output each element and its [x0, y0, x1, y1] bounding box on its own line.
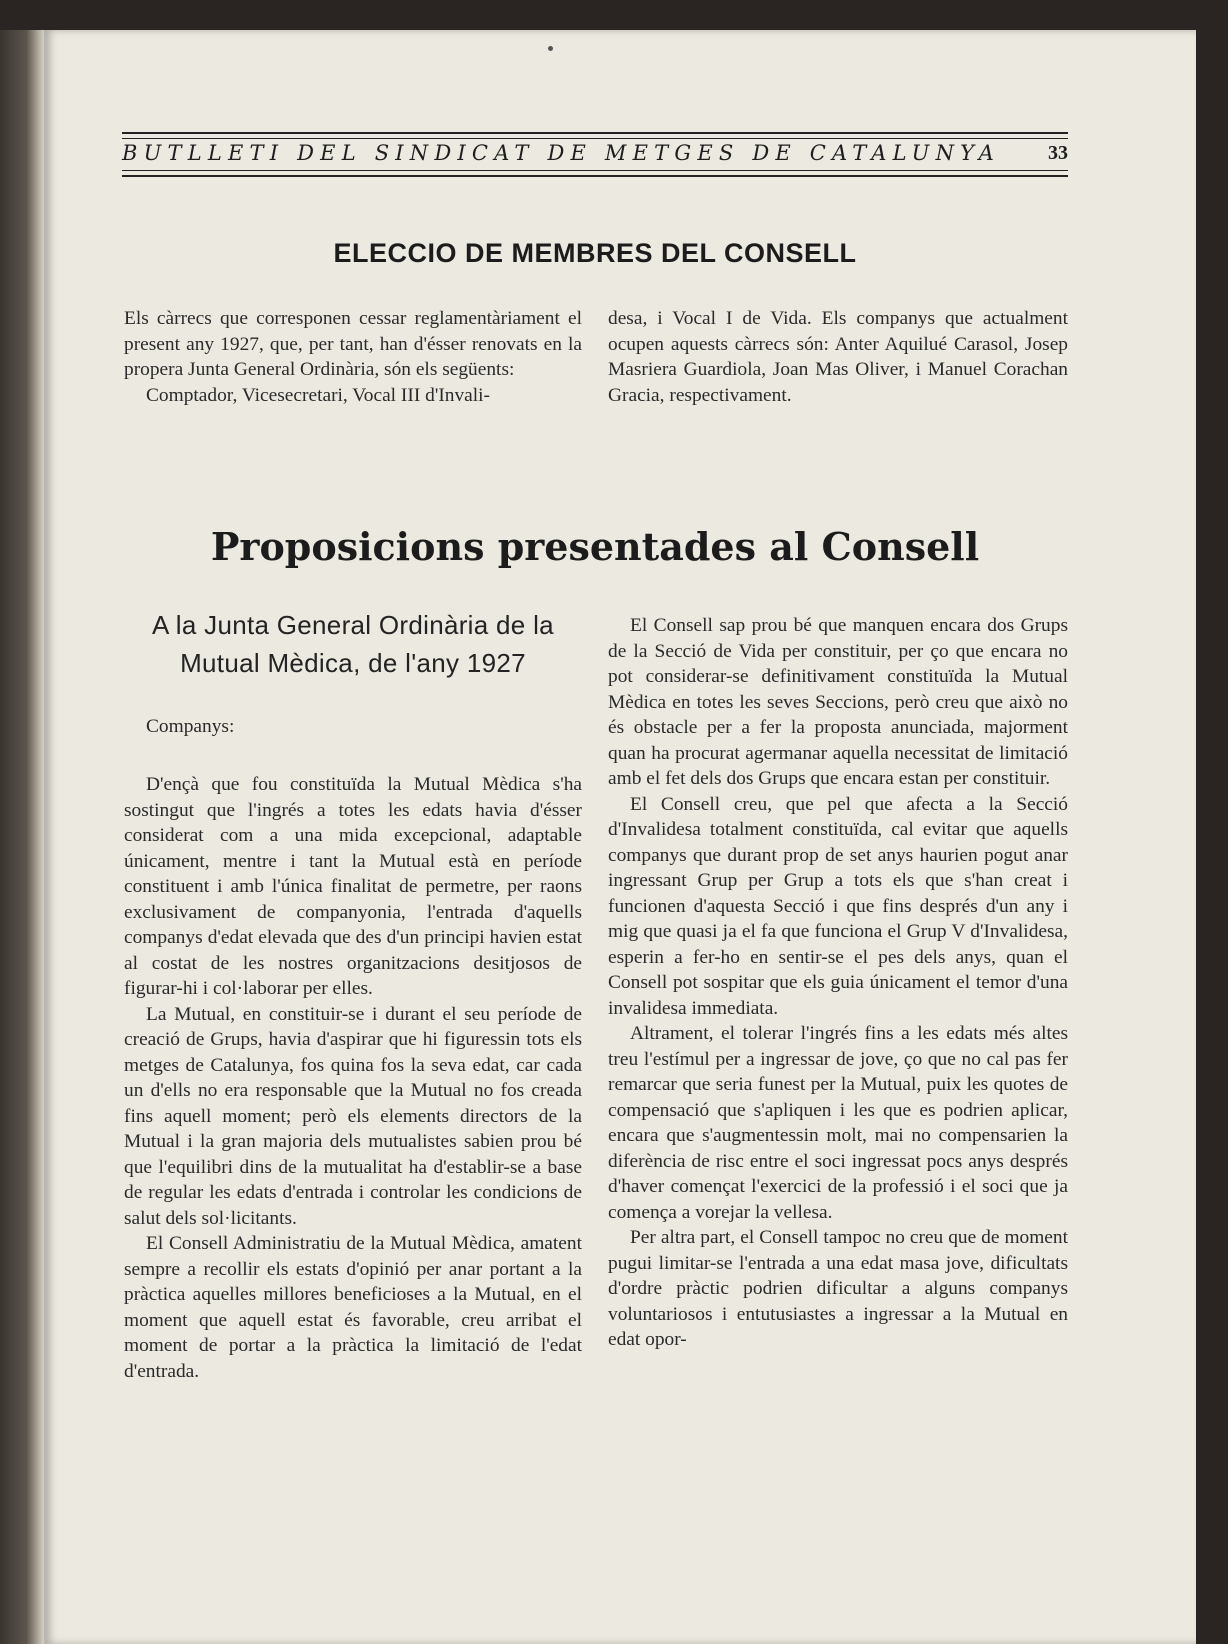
- header-rule: [122, 138, 1068, 139]
- header-rule: [122, 132, 1068, 134]
- paragraph: El Consell Administratiu de la Mutual Mèdica, amatent sempre a recollir els estats d'opinió per anar portant a la pràctica aquelles millores beneficioses a la Mutual, en el moment que aquell estat és favorable, creu arribat el moment de portar a la pràctica la limitació de l'edat d'entrada.: [124, 1233, 582, 1382]
- proposals-column-2: [608, 613, 1068, 1353]
- greeting: Companys:: [146, 716, 235, 737]
- subheading-line: A la Junta General Ordinària de la: [152, 610, 554, 640]
- paragraph: La Mutual, en constituir-se i durant el seu període de creació de Grups, havia d'aspirar que hi figuressin tots els metges de Catalunya, fos quina fos la seva edat, car cada un d'ells no era responsable que la Mutual no fos creada fins aquell moment; però els elements directors de la Mutual i la gran majoria dels mutualistes sabien prou bé que l'equilibri dins de la mutualitat ha d'establir-se a base de regular les edats d'entrada i controlar les condicions de salut dels sol·licitants.: [124, 1003, 582, 1229]
- paragraph: Altrament, el tolerar l'ingrés fins a les edats més altes treu l'estímul per a ingressar de jove, ço que no cal pas fer remarcar que seria funest per la Mutual, puix les quotes de compensació que s'apliquen i les que es podrien aplicar, encara que s'augmentessin molt, mai no compensarien la diferència de risc entre el soci ingressat pocs anys després d'haver començat l'exercici de la professió i el soci que ja comença a vorejar la vellesa.: [608, 1023, 1068, 1223]
- paragraph: desa, i Vocal I de Vida. Els companys que actualment ocupen aquests càrrecs són: Anter Aquilué Carasol, Josep Masriera Guardiola, Joan Mas Oliver, i Manuel Corachan Gracia, respectivament.: [608, 308, 1068, 406]
- header-rule: [122, 175, 1068, 177]
- running-header: [122, 132, 1068, 182]
- page-number: 33: [1048, 142, 1068, 164]
- proposals-heading: Proposicions presentades al Consell: [210, 524, 980, 569]
- proposals-column-1: [124, 772, 582, 1384]
- election-column-2: [608, 306, 1068, 408]
- proposals-subheading: [122, 606, 584, 682]
- book-spine-edge: [0, 30, 44, 1644]
- subheading-line: Mutual Mèdica, de l'any 1927: [180, 648, 526, 678]
- paragraph: El Consell creu, que pel que afecta a la Secció d'Invalidesa totalment constituïda, cal evitar que aquells companys que durant prop de set anys haurien pogut anar ingressant Grup per Grup a tots els que s'han creat i funcionen d'aquesta Secció i que fins després d'un any i mig que quasi ja el fa que funciona el Grup V d'Invalidesa, esperin a fer-ho en sentir-se el pes dels anys, quan el Consell pot sospitar que els guia únicament el temor d'una invalidesa immediata.: [608, 793, 1068, 1019]
- paragraph: Per altra part, el Consell tampoc no creu que de moment pugui limitar-se l'entrada a una edat masa jove, dificultats d'ordre pràctic podrien dificultar a alguns companys voluntariosos i entutusiastes a ingressar a la Mutual en edat opor-: [608, 1227, 1068, 1350]
- paragraph: Els càrrecs que corresponen cessar reglamentàriament el present any 1927, que, per tant, han d'ésser renovats en la propera Junta General Ordinària, són els següents:: [124, 308, 582, 380]
- paragraph: Comptador, Vicesecretari, Vocal III d'Invali-: [146, 384, 491, 406]
- journal-title: BUTLLETI DEL SINDICAT DE METGES DE CATALUNYA: [122, 141, 1000, 165]
- election-column-1: [124, 306, 582, 408]
- header-rule: [122, 170, 1068, 171]
- print-mark: [548, 46, 553, 51]
- paragraph: El Consell sap prou bé que manquen encara dos Grups de la Secció de Vida per constituir, per ço que encara no pot considerar-se definitivament constituïda la Mutual Mèdica en totes les seves Seccions, però creu que això no és obstacle per a fer la proposta anunciada, majorment quan ha procurat agermanar aquella necessitat de limitació amb el fet dels dos Grups que encara estan per constituir.: [608, 615, 1068, 789]
- election-heading: ELECCIO DE MEMBRES DEL CONSELL: [333, 238, 857, 268]
- paragraph: D'ençà que fou constituïda la Mutual Mèdica s'ha sostingut que l'ingrés a totes les edats havia d'ésser considerat com a una mida excepcional, adaptable únicament, mentre i tant la Mutual està en període constituent i amb l'única finalitat de permetre, per raons exclusivament de companyonia, l'entrada d'aquells companys d'edat elevada que des d'un principi havien estat al costat de les nostres organitzacions desitjosos de figurar-hi i col·laborar per elles.: [124, 774, 582, 999]
